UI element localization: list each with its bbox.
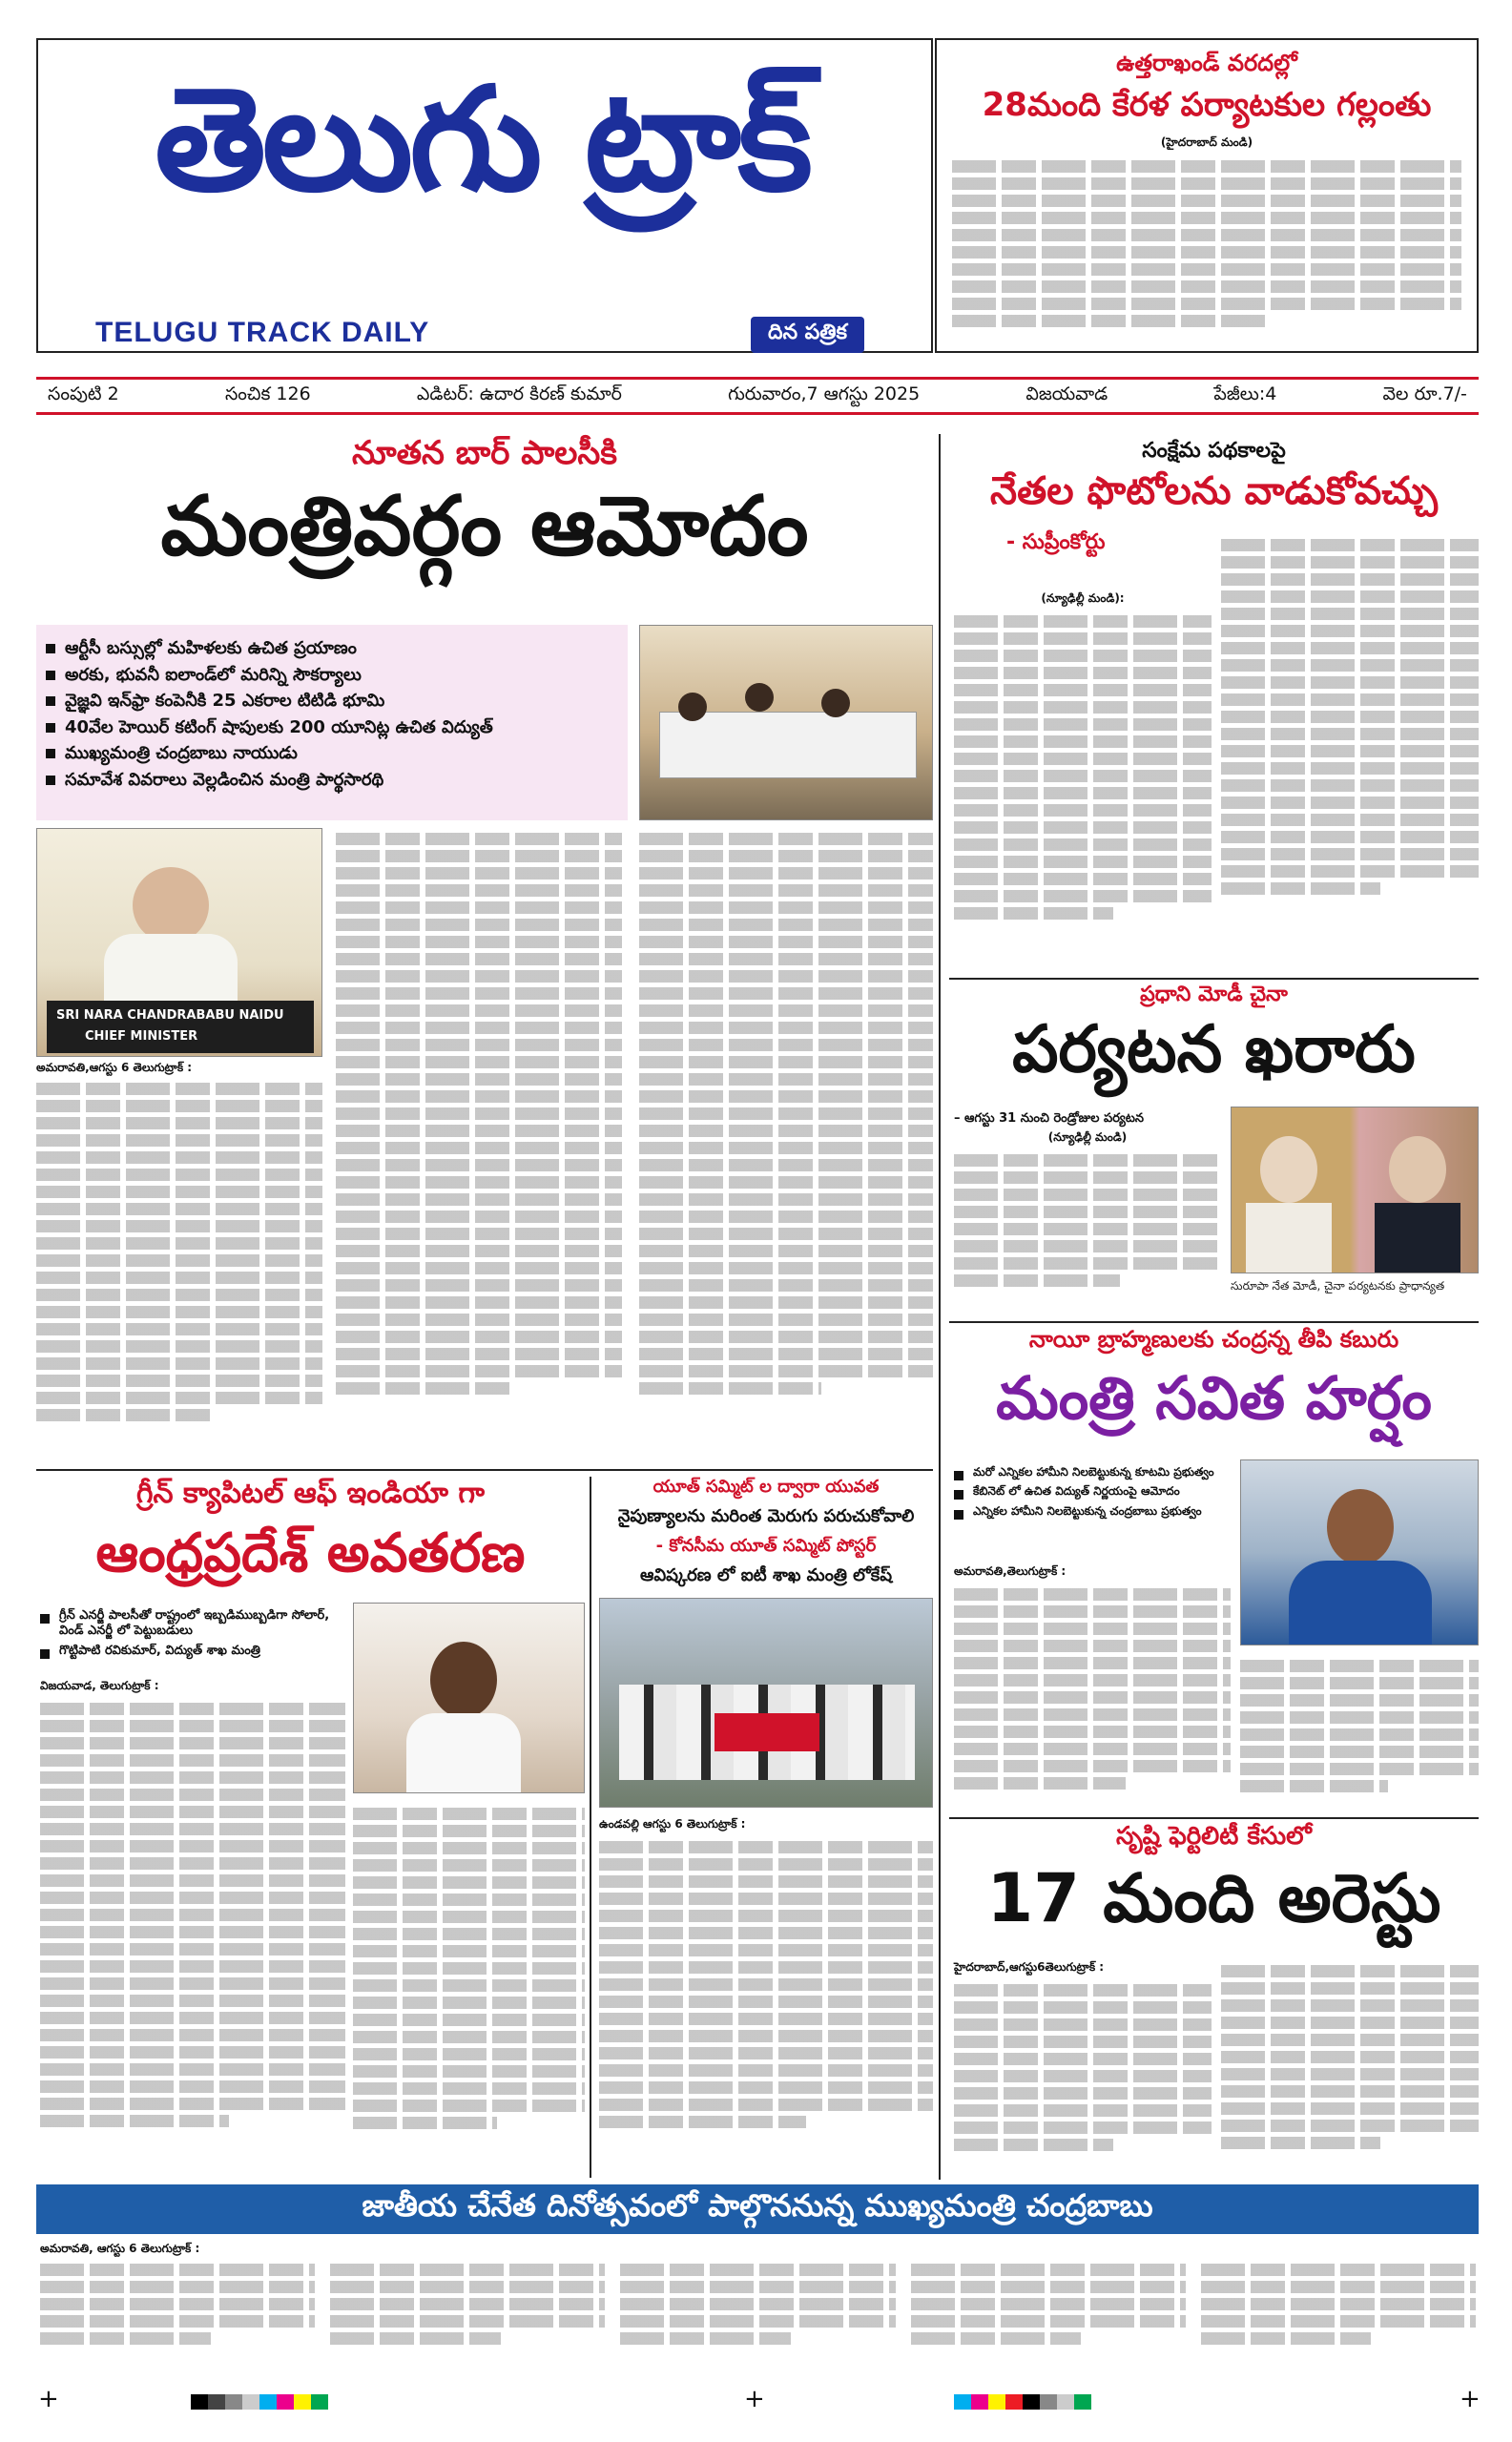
youth-line2: - కోనసీమ యూత్ సమ్మిట్ పోస్టర్ xyxy=(655,1536,877,1556)
youth-body xyxy=(599,1836,933,2175)
fertility-kicker: సృష్టి ఫెర్టిలిటీ కేసులో xyxy=(1116,1822,1312,1851)
lead-bullet: అరకు, భువనీ ఐలాండ్‌లో మరిన్ని సౌకర్యాలు xyxy=(46,665,618,686)
lead-bullet-list xyxy=(36,625,628,804)
newspaper-logo: తెలుగు ట్రాక్ xyxy=(155,57,809,223)
volume-label: సంపుటి 2 xyxy=(48,383,119,404)
welfare-body-col2 xyxy=(1221,534,1479,954)
lead-headline: మంత్రివర్గం ఆమోదం xyxy=(160,479,809,574)
modi-body xyxy=(954,1149,1221,1316)
crop-mark-icon: + xyxy=(1460,2385,1481,2413)
column-divider xyxy=(939,434,941,2180)
savitha-bullet: మరో ఎన్నికల హామీని నిలబెట్టుకున్న కూటమి ప్రభుత్వం xyxy=(954,1465,1231,1479)
youth-story xyxy=(599,1477,933,1589)
youth-kicker: యూత్ సమ్మిట్ ల ద్వారా యువత xyxy=(652,1477,880,1497)
bottom-body xyxy=(40,2259,1476,2373)
lead-bullet: సమావేశ వివరాలు వెల్లడించిన మంత్రి పార్థసారథి xyxy=(46,770,618,791)
green-kicker: గ్రీన్ క్యాపిటల్ ఆఫ్ ఇండియా గా xyxy=(135,1477,486,1510)
youth-dateline: ఉండవల్లి ఆగస్టు 6 తెలుగుట్రాక్ : xyxy=(599,1817,746,1831)
color-registration-bar xyxy=(191,2394,328,2410)
issue-label: సంచిక 126 xyxy=(224,383,311,404)
top-right-story xyxy=(935,38,1479,353)
color-registration-bar xyxy=(954,2394,1091,2410)
section-divider xyxy=(36,1469,933,1471)
minister-savitha-photo xyxy=(1240,1459,1479,1645)
bottom-banner-text: జాతీయ చేనేత దినోత్సవంలో పాల్గొననున్న ముఖ్యమంత్రి చంద్రబాబు xyxy=(362,2187,1153,2224)
lead-body-col2 xyxy=(336,828,622,1459)
lead-bullet: వైజ్ఞవి ఇన్‌ఫ్రా కంపెనీకి 25 ఎకరాల టిటిడి భూమి xyxy=(46,691,618,712)
pages-label: పేజీలు:4 xyxy=(1213,383,1277,404)
modi-story xyxy=(949,983,1479,1086)
lead-story xyxy=(36,434,933,574)
savitha-body-col1 xyxy=(954,1583,1231,1812)
modi-byline: (న్యూఢిల్లీ మండి) xyxy=(1047,1130,1128,1144)
top-story-kicker: ఉత్తరాఖండ్ వరదల్లో xyxy=(1116,50,1297,76)
bottom-banner xyxy=(36,2184,1479,2234)
lead-dateline: అమరావతి,ఆగస్టు 6 తెలుగుట్రాక్ : xyxy=(36,1061,193,1074)
section-divider xyxy=(949,1817,1479,1819)
savitha-headline: మంత్రి సవిత హర్షం xyxy=(996,1363,1432,1433)
top-story-headline: 28మంది కేరళ పర్యాటకుల గల్లంతు xyxy=(982,86,1432,124)
green-bullet-list xyxy=(40,1603,345,1665)
savitha-kicker: నాయీ బ్రాహ్మణులకు చంద్రన్న తీపి కబురు xyxy=(1028,1326,1399,1353)
savitha-dateline: అమరావతి,తెలుగుట్రాక్ : xyxy=(954,1564,1067,1578)
crop-mark-icon: + xyxy=(744,2385,765,2413)
green-body-col2 xyxy=(353,1803,585,2175)
fertility-body-col2 xyxy=(1221,1960,1479,2175)
youth-line1: నైపుణ్యాలను మరింత మెరుగు పరుచుకోవాలి xyxy=(617,1506,915,1526)
savitha-bullet: ఎన్నికల హామీని నిలబెట్టుకున్న చంద్రబాబు ప్రభుత్వం xyxy=(954,1504,1231,1518)
green-headline: ఆంధ్రప్రదేశ్ అవతరణ xyxy=(95,1522,526,1584)
photo-title-caption: CHIEF MINISTER xyxy=(85,1029,198,1044)
top-story-byline: (హైదరాబాద్‌ మండి) xyxy=(1160,135,1253,149)
savitha-body-col2 xyxy=(1240,1655,1479,1812)
cabinet-meeting-photo xyxy=(639,625,933,820)
bottom-dateline: అమరావతి, ఆగస్టు 6 తెలుగుట్రాక్ : xyxy=(40,2242,200,2255)
top-story-body xyxy=(952,155,1461,346)
photo-name-caption: SRI NARA CHANDRABABU NAIDU xyxy=(56,1008,284,1023)
lead-bullets-panel xyxy=(36,625,628,820)
fertility-headline: 17 మంది అరెస్టు xyxy=(986,1859,1441,1937)
newspaper-subtitle: TELUGU TRACK DAILY xyxy=(95,317,430,348)
welfare-headline: నేతల ఫొటోలను వాడుకోవచ్చు xyxy=(990,469,1438,513)
green-story xyxy=(36,1477,585,1598)
youth-line3: ఆవిష్కరణ లో ఐటీ శాఖ మంత్రి లోకేష్ xyxy=(639,1565,893,1585)
modi-sub: – ఆగస్టు 31 నుంచి రెండ్రోజుల పర్యటన xyxy=(954,1111,1145,1126)
welfare-kicker: సంక్షేమ పథకాలపై xyxy=(1142,439,1286,463)
youth-summit-poster-photo xyxy=(599,1598,933,1808)
welfare-byline: (న్యూఢిల్లీ మండి): xyxy=(1041,591,1125,605)
lead-bullet: 40వేల హెయిర్ కటింగ్ షాపులకు 200 యూనిట్ల ఉచిత విద్యుత్ xyxy=(46,717,618,738)
lead-kicker: నూతన బార్ పాలసీకి xyxy=(352,434,617,472)
modi-photo-caption: సురూపా నేత మోడీ, చైనా పర్యటనకు ప్రాధాన్యత xyxy=(1231,1279,1445,1293)
minister-gottipati-photo xyxy=(353,1603,585,1793)
newspaper-tag: దిన పత్రిక xyxy=(751,317,864,353)
cm-chandrababu-photo xyxy=(36,828,322,1057)
fertility-story xyxy=(949,1822,1479,1935)
fertility-body-col1 xyxy=(954,1979,1212,2175)
price-label: వెల రూ.7/- xyxy=(1382,383,1467,404)
section-divider xyxy=(949,1321,1479,1323)
issue-info-strip xyxy=(36,377,1479,415)
lead-bullet: ఆర్టీసీ బస్సుల్లో మహిళలకు ఉచిత ప్రయాణం xyxy=(46,638,618,659)
lead-body-col1 xyxy=(36,1078,322,1459)
column-divider xyxy=(590,1477,591,2178)
modi-xi-photo xyxy=(1231,1107,1479,1273)
savitha-bullet: కేబినెట్ లో ఉచిత విద్యుత్ నిర్ణయంపై ఆమోదం xyxy=(954,1484,1231,1498)
lead-bullet: ముఖ్యమంత్రి చంద్రబాబు నాయుడు xyxy=(46,743,618,764)
savitha-bullet-list xyxy=(954,1459,1231,1523)
fertility-dateline: హైదరాబాద్,ఆగస్టు6తెలుగుట్రాక్ : xyxy=(954,1960,1105,1974)
welfare-body-col1 xyxy=(954,610,1212,954)
modi-kicker: ప్రధాని మోడీ చైనా xyxy=(1140,983,1288,1006)
masthead xyxy=(36,38,933,353)
welfare-source: - సుప్రీంకోర్టు xyxy=(1006,530,1106,554)
date-label: గురువారం,7 ఆగస్టు 2025 xyxy=(728,383,921,404)
green-bullet: గొట్టిపాటి రవికుమార్, విద్యుత్ శాఖ మంత్రి xyxy=(40,1644,345,1659)
lead-body-col3 xyxy=(639,828,933,1459)
crop-mark-icon: + xyxy=(38,2385,59,2413)
green-dateline: విజయవాడ, తెలుగుట్రాక్ : xyxy=(40,1679,159,1692)
green-body-col1 xyxy=(40,1698,345,2175)
savitha-story xyxy=(949,1326,1479,1432)
editor-label: ఎడిటర్: ఉదార కిరణ్ కుమార్ xyxy=(416,383,622,404)
modi-headline: పర్యటన ఖరారు xyxy=(1012,1012,1416,1087)
city-label: విజయవాడ xyxy=(1025,383,1108,404)
section-divider xyxy=(949,978,1479,980)
green-bullet: గ్రీన్ ఎనర్జీ పాలసీతో రాష్ట్రంలో ఇబ్బడిముబ్బడిగా సోలార్, విండ్ ఎనర్జీ లో పెట్టుబడులు xyxy=(40,1608,345,1638)
